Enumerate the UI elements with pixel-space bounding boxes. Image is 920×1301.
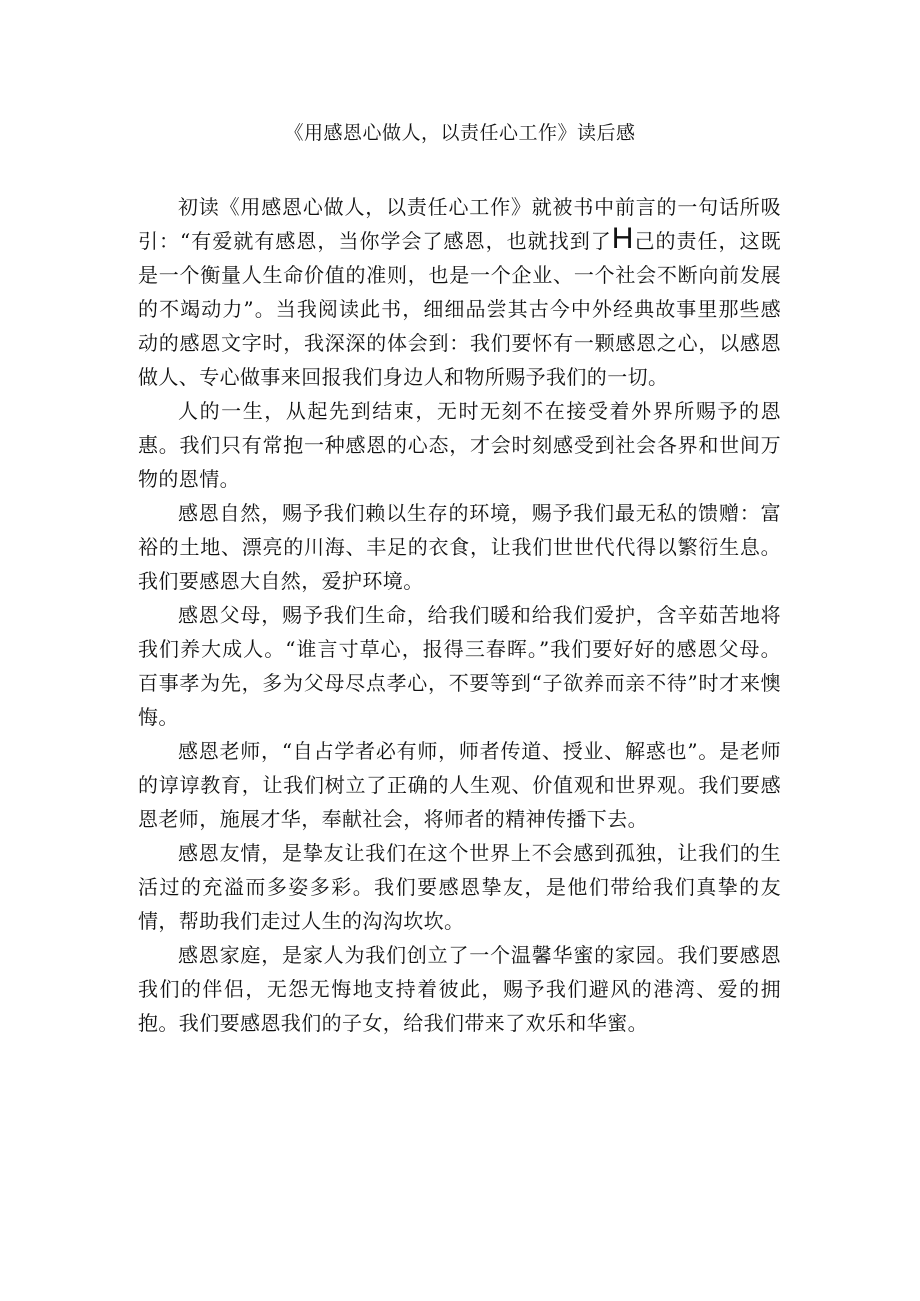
paragraph-intro-text-before: 初读《用感恩心做人，以责任心工作》就被书中前言的一句话所吸引：“有爱就有感恩，当你学会了感恩，也就找到了 (138, 195, 781, 253)
document-title: 《用感恩心做人，以责任心工作》读后感 (284, 122, 636, 144)
paragraph-family: 感恩家庭，是家人为我们创立了一个温馨华蜜的家园。我们要感恩我们的伴侣，无怨无悔地支持着彼此，赐予我们避风的港湾、爱的拥抱。我们要感恩我们的子女，给我们带来了欢乐和华蜜。 (138, 943, 781, 1035)
paragraph-intro (138, 190, 781, 394)
paragraph-intro-text-after: 己的责任，这既是一个衡量人生命价值的准则，也是一个企业、一个社会不断向前发展的不竭动力”。当我阅读此书，细细品尝其古今中外经典故事里那些感动的感恩文字时，我深深的体会到：我们要怀有一颗感恩之心，以感恩做人、专心做事来回报我们身边人和物所赐予我们的一切。 (138, 229, 781, 389)
paragraph-teachers: 感恩老师，“自占学者必有师，师者传道、授业、解惑也”。是老师的谆谆教育，让我们树立了正确的人生观、价值观和世界观。我们要感恩老师，施展才华，奉献社会，将师者的精神传播下去。 (138, 739, 781, 831)
paragraph-parents: 感恩父母，赐予我们生命，给我们暖和给我们爱护，含辛茹苦地将我们养大成人。“谁言寸草心，报得三春晖。”我们要好好的感恩父母。百事孝为先，多为父母尽点孝心，不要等到“子欲养而亲不待”时才来懊悔。 (138, 603, 781, 729)
oversized-glyph: H (611, 222, 634, 255)
paragraph-nature: 感恩自然，赐予我们赖以生存的环境，赐予我们最无私的馈赠：富裕的土地、漂亮的川海、丰足的衣食，让我们世世代代得以繁衍生息。我们要感恩大自然，爱护环境。 (138, 501, 781, 593)
paragraph-friends: 感恩友情，是挚友让我们在这个世界上不会感到孤独，让我们的生活过的充溢而多姿多彩。我们要感恩挚友，是他们带给我们真挚的友情，帮助我们走过人生的沟沟坎坎。 (138, 841, 781, 933)
document-body (138, 190, 781, 1040)
paragraph-life: 人的一生，从起先到结束，无时无刻不在接受着外界所赐予的恩惠。我们只有常抱一种感恩的心态，才会时刻感受到社会各界和世间万物的恩情。 (138, 399, 781, 491)
